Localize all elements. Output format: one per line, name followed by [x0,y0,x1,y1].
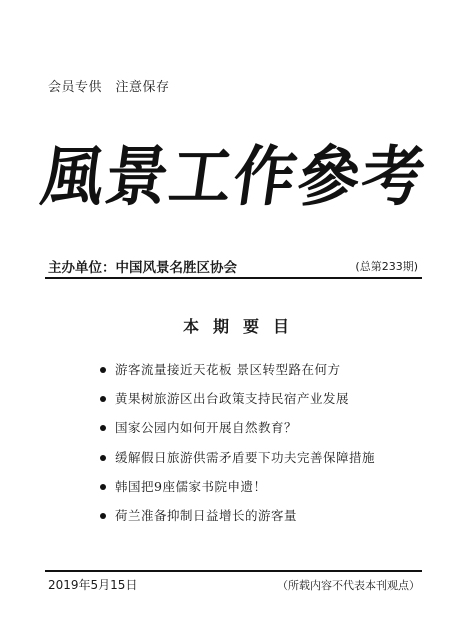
footer-divider [45,570,422,572]
headline-text: 游客流量接近天花板 景区转型路在何方 [115,362,341,377]
headline-text: 缓解假日旅游供需矛盾要下功夫完善保障措施 [115,449,376,465]
bullet-icon [100,367,106,373]
organizer-row [48,256,422,278]
headline-text: 荷兰准备抑制日益增长的游客量 [115,507,298,523]
disclaimer-note: （所载内容不代表本刊观点） [277,579,420,592]
member-notice: 会员专供 注意保存 [48,80,170,95]
bullet-icon [100,513,106,519]
bullet-icon [100,484,106,490]
publication-date: 2019年5月15日 [48,578,138,592]
bullet-icon [100,425,106,431]
masthead-calligraphy: 風景工作參考 [36,138,432,215]
organizer-label: 主办单位：中国风景名胜区协会 [48,260,237,276]
headline-text: 国家公园内如何开展自然教育？ [115,420,298,436]
bullet-icon [100,455,106,461]
masthead-title [36,132,432,222]
headline-text: 黄果树旅游区出台政策支持民宿产业发展 [115,391,350,407]
header-divider [45,277,422,279]
bullet-icon [100,396,106,402]
issue-number: (总第233期) [355,260,418,273]
headline-text: 韩国把9座儒家书院申遗！ [115,478,267,494]
section-title: 本期要目 [182,317,303,336]
